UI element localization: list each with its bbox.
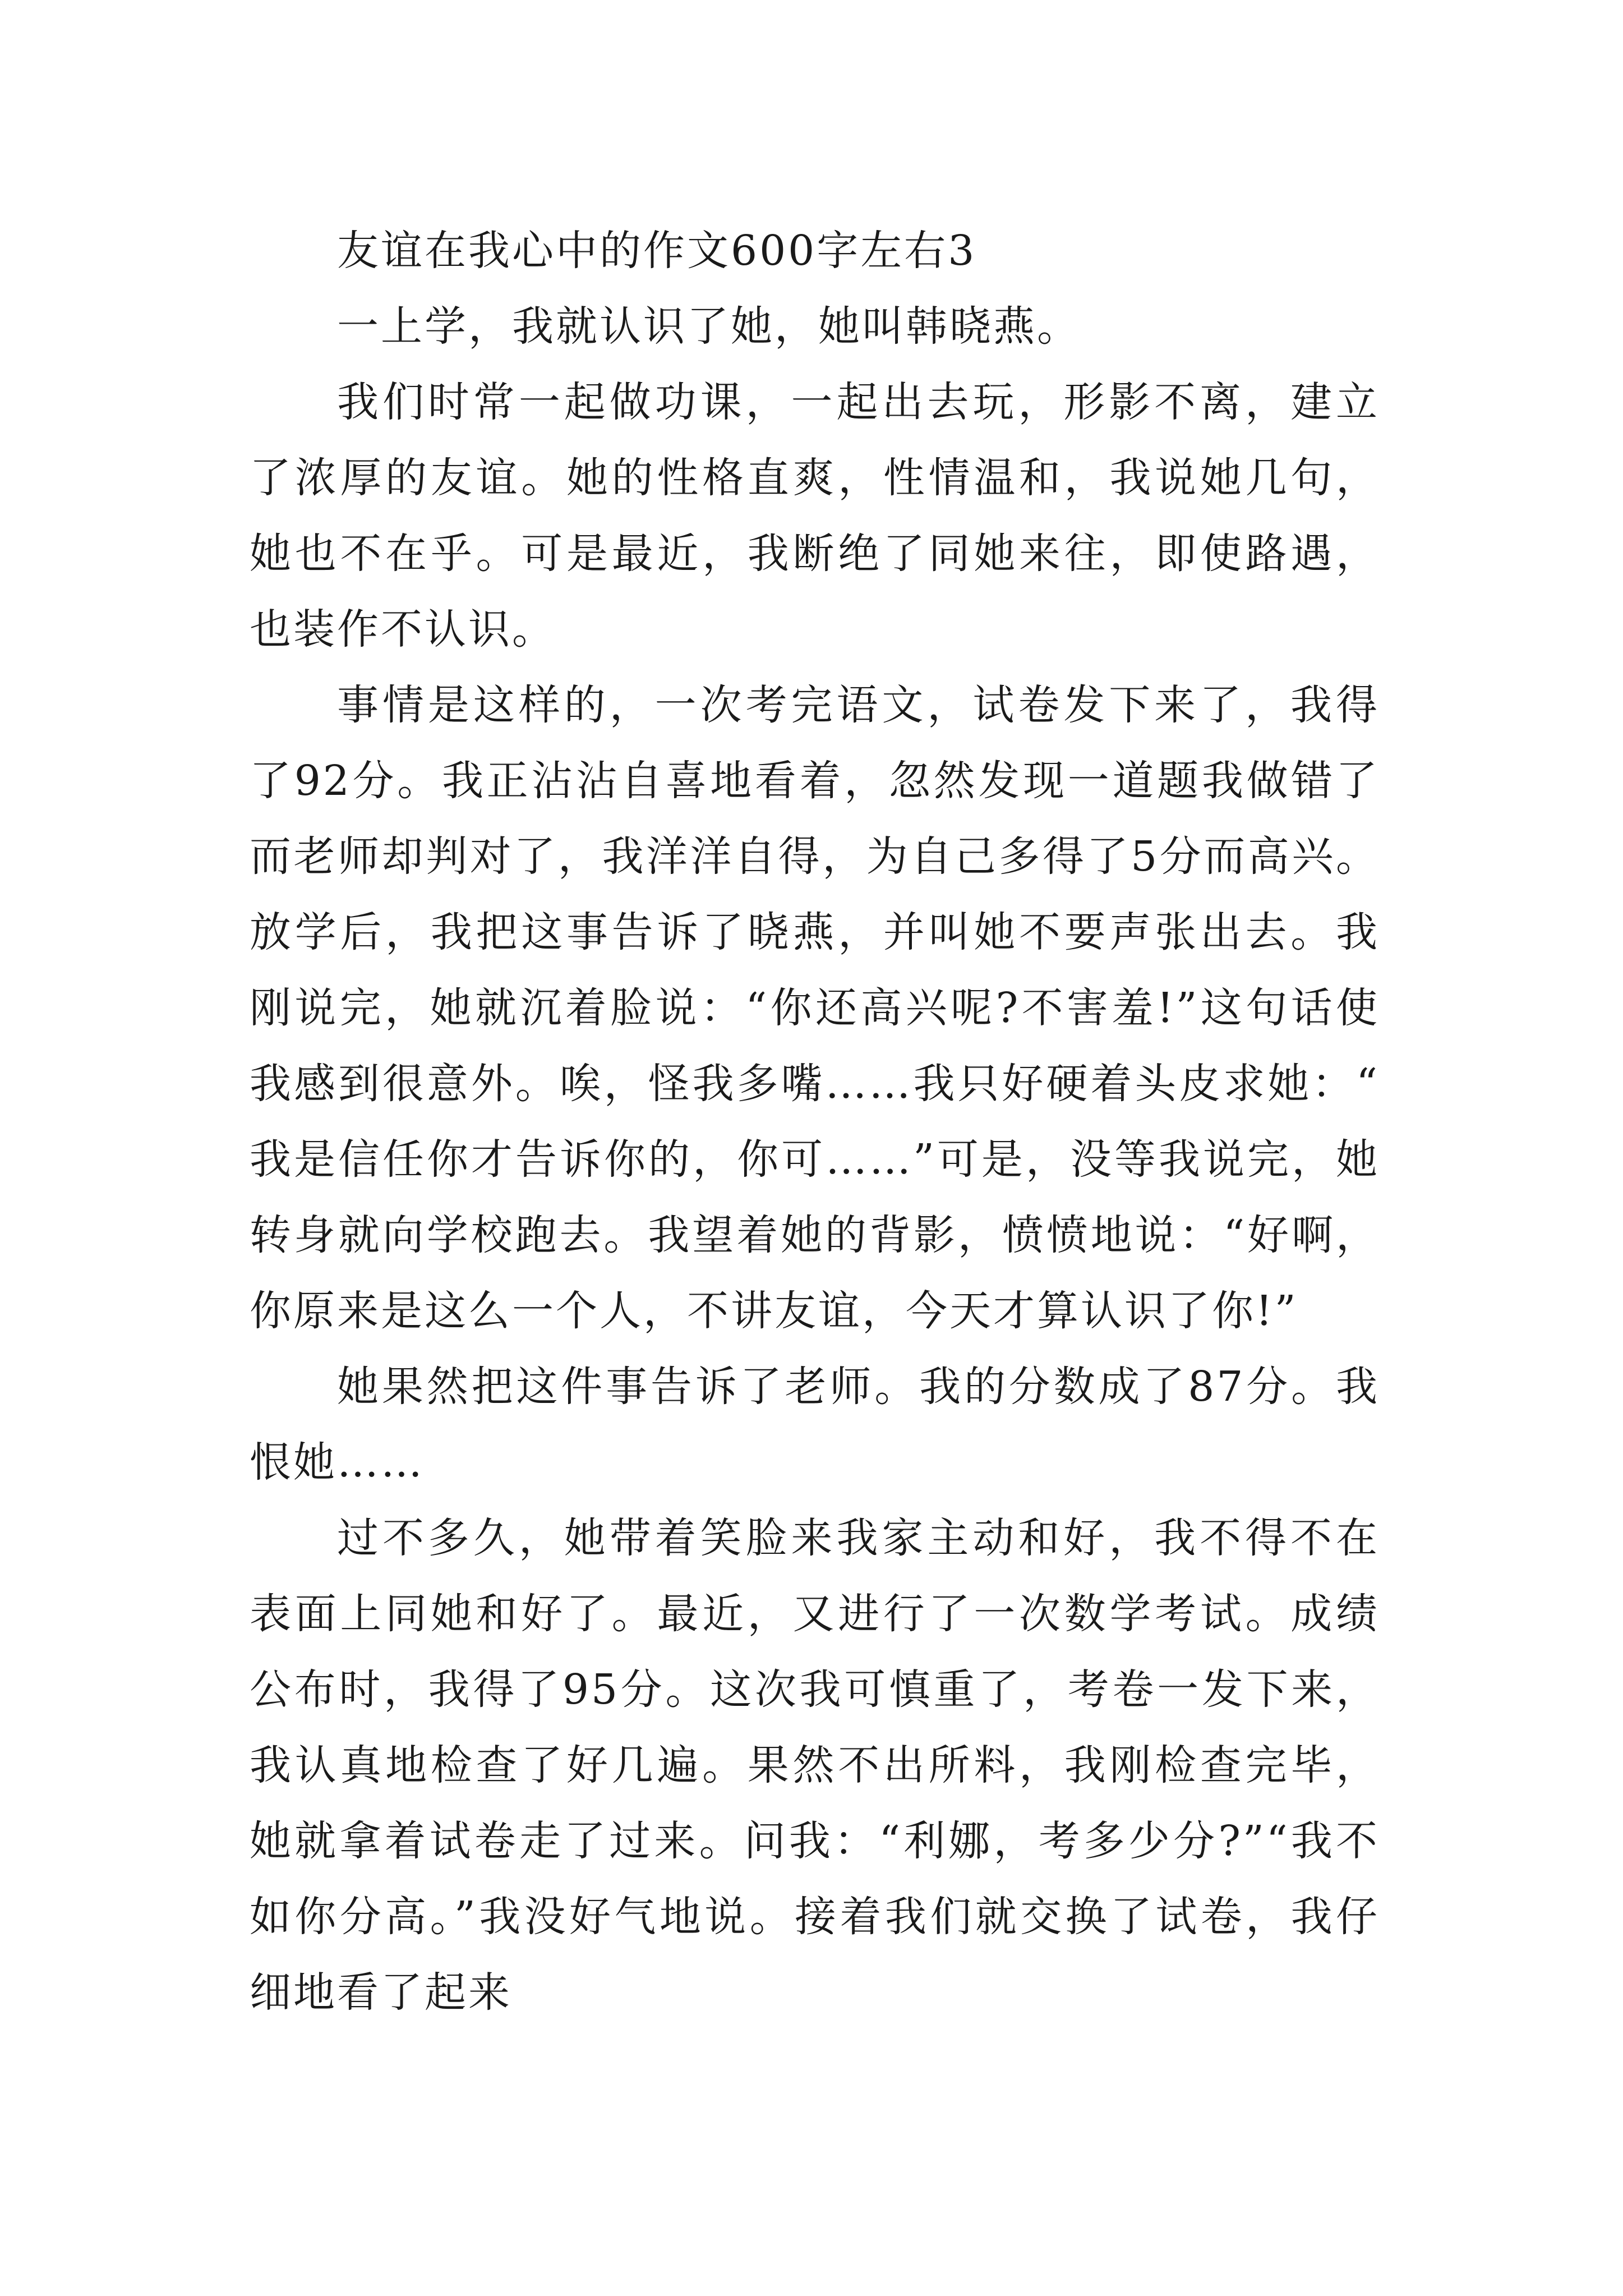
- paragraph-2: 我们时常一起做功课，一起出去玩，形影不离，建立了浓厚的友谊。她的性格直爽，性情温和，我说她几句，她也不在乎。可是最近，我断绝了同她来往，即使路遇，也装作不认识。: [250, 378, 1380, 654]
- paragraph-4: 她果然把这件事告诉了老师。我的分数成了87分。我恨她……: [250, 1363, 1380, 1487]
- paragraph-3: 事情是这样的，一次考完语文，试卷发下来了，我得了92分。我正沾沾自喜地看着，忽然发现一道题我做错了而老师却判对了，我洋洋自得，为自己多得了5分而高兴。放学后，我把这事告诉了晓燕，并叫她不要声张出去。我刚说完，她就沉着脸说：“你还高兴呢?不害羞!”这句话使我感到很意外。唉，怪我多嘴……我只好硬着头皮求她：“我是信任你才告诉你的，你可……”可是，没等我说完，她转身就向学校跑去。我望着她的背影，愤愤地说：“好啊，你原来是这么一个人，不讲友谊，今天才算认识了你!”: [250, 681, 1380, 1335]
- paragraph-5: 过不多久，她带着笑脸来我家主动和好，我不得不在表面上同她和好了。最近，又进行了一次数学考试。成绩公布时，我得了95分。这次我可慎重了，考卷一发下来，我认真地检查了好几遍。果然不出所料，我刚检查完毕，她就拿着试卷走了过来。问我：“利娜，考多少分?”“我不如你分高。”我没好气地说。接着我们就交换了试卷，我仔细地看了起来: [250, 1514, 1380, 2017]
- document-body: [250, 213, 1380, 2031]
- paragraph-1: 一上学，我就认识了她，她叫韩晓燕。: [337, 302, 1081, 351]
- document-title: 友谊在我心中的作文600字左右3: [337, 227, 977, 275]
